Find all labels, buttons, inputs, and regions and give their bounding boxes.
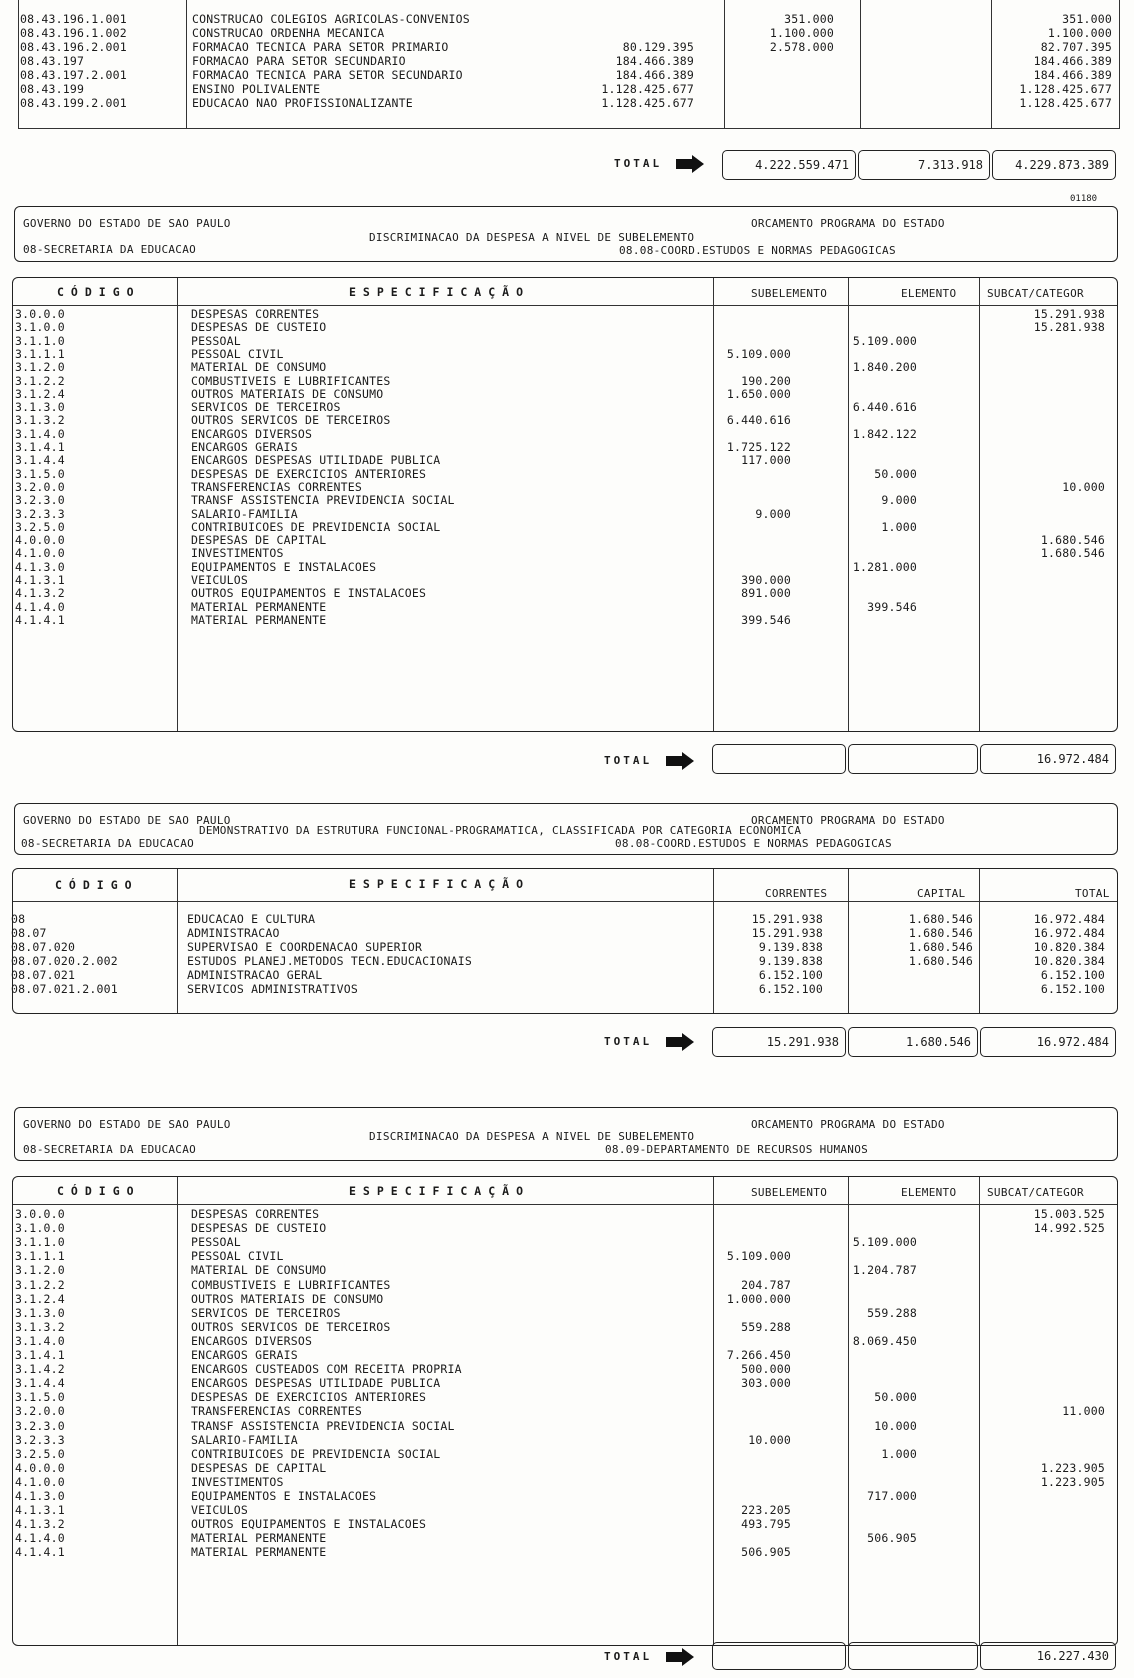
divider [1119, 0, 1120, 128]
arrow-right-icon [666, 1648, 694, 1666]
spec-cell: ENCARGOS GERAIS [191, 1348, 298, 1362]
value-cell-3: 15.291.938 [1033, 307, 1105, 321]
code-cell: 08.07 [11, 926, 47, 940]
value-cell-1: 891.000 [741, 586, 791, 601]
value-cell-3: 184.466.389 [1033, 54, 1112, 68]
value-cell-1: 223.205 [741, 1503, 791, 1518]
value-cell-1: 1.650.000 [726, 386, 791, 401]
value-cell-2: 6.440.616 [852, 400, 917, 415]
code-cell: 08.43.197 [20, 54, 85, 68]
code-cell: 3.1.4.2 [15, 1362, 65, 1377]
value-cell-2: 1.680.546 [908, 912, 973, 926]
code-cell: 3.2.5.0 [15, 1446, 65, 1461]
value-cell-1: 184.466.389 [615, 54, 694, 68]
value-cell-2: 1.680.546 [908, 926, 973, 940]
code-cell: 3.2.3.0 [15, 493, 65, 508]
value-cell-1: 303.000 [741, 1376, 791, 1391]
code-cell: 4.1.3.1 [15, 1503, 65, 1518]
col-subcat: SUBCAT/CATEGOR [987, 287, 1084, 300]
spec-cell: TRANSFERENCIAS CORRENTES [191, 1404, 362, 1419]
spec-cell: CONSTRUCAO ORDENHA MECANICA [192, 26, 385, 40]
report-title: DEMONSTRATIVO DA ESTRUTURA FUNCIONAL-PROGRAMATICA, CLASSIFICADA POR CATEGORIA ECONOMICA [199, 824, 802, 837]
spec-cell: SALARIO-FAMILIA [191, 1432, 298, 1447]
report-right-title: ORCAMENTO PROGRAMA DO ESTADO [751, 814, 945, 827]
value-cell-2: 1.680.546 [908, 940, 973, 954]
value-cell-1: 5.109.000 [726, 1249, 791, 1264]
code-cell: 3.1.5.0 [15, 1390, 65, 1405]
spec-cell: EDUCACAO NAO PROFISSIONALIZANTE [192, 96, 413, 110]
section3-table [12, 1176, 1118, 1646]
value-cell-3: 6.152.100 [1040, 982, 1105, 996]
code-cell: 08.43.197.2.001 [20, 68, 127, 82]
code-cell: 4.1.0.0 [15, 1474, 65, 1489]
divider [177, 278, 178, 731]
spec-cell: PESSOAL CIVIL [191, 346, 284, 361]
value-cell-1: 6.152.100 [758, 968, 823, 982]
spec-cell: CONTRIBUICOES DE PREVIDENCIA SOCIAL [191, 1446, 441, 1461]
code-cell: 3.1.4.0 [15, 426, 65, 441]
value-cell-2: 5.109.000 [852, 1235, 917, 1250]
value-cell-3: 10.820.384 [1033, 940, 1105, 954]
value-cell-3: 1.223.905 [1040, 1460, 1105, 1475]
value-cell-3: 14.992.525 [1033, 1221, 1105, 1236]
value-cell-1: 1.000.000 [726, 1291, 791, 1306]
value-cell-3: 82.707.395 [1040, 40, 1112, 54]
col-spec: ESPECIFICAÇÃO [349, 285, 531, 299]
code-cell: 4.1.3.1 [15, 573, 65, 587]
code-cell: 3.1.3.2 [15, 1319, 65, 1334]
report-title: DISCRIMINACAO DA DESPESA A NIVEL DE SUBELEMENTO [369, 1130, 695, 1143]
spec-cell: OUTROS SERVICOS DE TERCEIROS [191, 1319, 391, 1334]
value-cell-2: 50.000 [874, 1390, 917, 1405]
total-box: 1.680.546 [848, 1027, 978, 1057]
spec-cell: FORMACAO PARA SETOR SECUNDARIO [192, 54, 406, 68]
spec-cell: MATERIAL PERMANENTE [191, 612, 327, 627]
code-cell: 4.0.0.0 [15, 1460, 65, 1475]
value-cell-2: 1.842.122 [852, 426, 917, 441]
spec-cell: OUTROS EQUIPAMENTOS E INSTALACOES [191, 586, 427, 601]
code-cell: 08.07.021.2.001 [11, 982, 118, 996]
code-cell: 3.2.5.0 [15, 519, 65, 534]
value-cell-1: 7.266.450 [726, 1348, 791, 1362]
value-cell-1: 80.129.395 [622, 40, 694, 54]
col-elemento: ELEMENTO [901, 287, 957, 300]
code-cell: 3.2.3.0 [15, 1418, 65, 1433]
value-cell-2: 1.000 [881, 519, 917, 534]
spec-cell: OUTROS SERVICOS DE TERCEIROS [191, 413, 391, 428]
page-number: 01180 [1070, 194, 1098, 204]
code-cell: 3.1.2.2 [15, 373, 65, 388]
value-cell-2: 559.288 [867, 1305, 917, 1320]
section1-header [14, 206, 1118, 262]
value-cell-1: 15.291.938 [751, 912, 823, 926]
spec-cell: ENCARGOS DESPESAS UTILIDADE PUBLICA [191, 1376, 441, 1391]
code-cell: 3.1.4.1 [15, 440, 65, 454]
value-cell-2: 399.546 [867, 599, 917, 614]
total-label: TOTAL [604, 754, 653, 767]
code-cell: 4.1.3.2 [15, 1517, 65, 1532]
value-cell-2: 2.578.000 [769, 40, 834, 54]
code-cell: 3.1.4.4 [15, 1376, 65, 1391]
spec-cell: SERVICOS DE TERCEIROS [191, 400, 341, 415]
code-cell: 3.1.2.2 [15, 1277, 65, 1292]
top-table [18, 0, 1120, 136]
spec-cell: MATERIAL PERMANENTE [191, 1531, 327, 1546]
spec-cell: ENCARGOS DESPESAS UTILIDADE PUBLICA [191, 453, 441, 468]
value-cell-1: 1.128.425.677 [601, 82, 694, 96]
value-cell-1: 9.000 [755, 506, 791, 521]
spec-cell: DESPESAS DE CUSTEIO [191, 320, 327, 335]
spec-cell: DESPESAS DE EXERCICIOS ANTERIORES [191, 1390, 427, 1405]
code-cell: 3.1.3.2 [15, 413, 65, 428]
value-cell-2: 10.000 [874, 1418, 917, 1433]
code-cell: 4.1.4.1 [15, 612, 65, 627]
section2-table [12, 868, 1118, 1014]
code-cell: 3.1.3.0 [15, 1305, 65, 1320]
code-cell: 3.0.0.0 [15, 1207, 65, 1221]
code-cell: 3.1.1.1 [15, 346, 65, 361]
code-cell: 3.1.3.0 [15, 400, 65, 415]
spec-cell: DESPESAS CORRENTES [191, 307, 320, 321]
total-label: TOTAL [604, 1650, 653, 1663]
value-cell-2: 9.000 [881, 493, 917, 508]
secretaria: 08-SECRETARIA DA EDUCACAO [21, 837, 195, 850]
total-box [848, 1642, 978, 1670]
code-cell: 4.1.0.0 [15, 546, 65, 561]
spec-cell: TRANSF ASSISTENCIA PREVIDENCIA SOCIAL [191, 493, 455, 508]
spec-cell: COMBUSTIVEIS E LUBRIFICANTES [191, 373, 391, 388]
total-box [712, 1642, 846, 1670]
code-cell: 3.1.1.1 [15, 1249, 65, 1264]
code-cell: 4.1.4.0 [15, 599, 65, 614]
value-cell-2: 1.000 [881, 1446, 917, 1461]
spec-cell: INVESTIMENTOS [191, 546, 284, 561]
value-cell-1: 5.109.000 [726, 346, 791, 361]
spec-cell: MATERIAL DE CONSUMO [191, 360, 327, 375]
value-cell-2: 351.000 [784, 12, 834, 26]
code-cell: 08.43.199 [20, 82, 85, 96]
col-code: CÓDIGO [57, 1184, 141, 1198]
secretaria: 08-SECRETARIA DA EDUCACAO [23, 243, 197, 256]
col-elemento: ELEMENTO [901, 1186, 957, 1199]
spec-cell: SALARIO-FAMILIA [191, 506, 298, 521]
spec-cell: ENCARGOS DIVERSOS [191, 426, 313, 441]
code-cell: 4.1.3.0 [15, 559, 65, 574]
total-label: TOTAL [614, 157, 663, 170]
value-cell-3: 6.152.100 [1040, 968, 1105, 982]
value-cell-1: 204.787 [741, 1277, 791, 1292]
code-cell: 3.2.0.0 [15, 479, 65, 494]
value-cell-3: 16.972.484 [1033, 912, 1105, 926]
value-cell-3: 11.000 [1062, 1404, 1105, 1419]
divider [13, 305, 1117, 306]
value-cell-3: 351.000 [1062, 12, 1112, 26]
secretaria: 08-SECRETARIA DA EDUCACAO [23, 1143, 197, 1156]
value-cell-3: 16.972.484 [1033, 926, 1105, 940]
code-cell: 3.1.4.1 [15, 1348, 65, 1362]
section3-header [14, 1107, 1118, 1161]
value-cell-3: 1.680.546 [1040, 546, 1105, 561]
spec-cell: PESSOAL CIVIL [191, 1249, 284, 1264]
value-cell-1: 117.000 [741, 453, 791, 468]
total-box: 16.972.484 [980, 1027, 1116, 1057]
spec-cell: EDUCACAO E CULTURA [187, 912, 316, 926]
spec-cell: ADMINISTRACAO [187, 926, 280, 940]
col-code: CÓDIGO [57, 285, 141, 299]
total-label: TOTAL [604, 1035, 653, 1048]
section1-table [12, 277, 1118, 732]
spec-cell: MATERIAL PERMANENTE [191, 599, 327, 614]
arrow-right-icon [666, 1033, 694, 1051]
total-box: 16.972.484 [980, 744, 1116, 774]
spec-cell: DESPESAS DE EXERCICIOS ANTERIORES [191, 466, 427, 481]
value-cell-2: 1.100.000 [769, 26, 834, 40]
spec-cell: ENCARGOS CUSTEADOS COM RECEITA PROPRIA [191, 1362, 462, 1377]
spec-cell: EQUIPAMENTOS E INSTALACOES [191, 559, 377, 574]
code-cell: 08.43.196.1.001 [20, 12, 127, 26]
value-cell-2: 506.905 [867, 1531, 917, 1546]
col-subelemento: SUBELEMENTO [751, 287, 828, 300]
spec-cell: OUTROS MATERIAIS DE CONSUMO [191, 386, 384, 401]
code-cell: 3.1.0.0 [15, 1221, 65, 1236]
col-total: TOTAL [1075, 887, 1110, 900]
value-cell-2: 1.680.546 [908, 954, 973, 968]
col-code: CÓDIGO [55, 878, 139, 892]
spec-cell: ENCARGOS DIVERSOS [191, 1333, 313, 1348]
spec-cell: SERVICOS DE TERCEIROS [191, 1305, 341, 1320]
value-cell-1: 190.200 [741, 373, 791, 388]
spec-cell: TRANSF ASSISTENCIA PREVIDENCIA SOCIAL [191, 1418, 455, 1433]
divider [18, 0, 19, 128]
spec-cell: ENCARGOS GERAIS [191, 440, 298, 454]
value-cell-3: 1.128.425.677 [1019, 96, 1112, 110]
spec-cell: CONTRIBUICOES DE PREVIDENCIA SOCIAL [191, 519, 441, 534]
divider [186, 0, 187, 128]
spec-cell: OUTROS EQUIPAMENTOS E INSTALACOES [191, 1517, 427, 1532]
spec-cell: ESTUDOS PLANEJ.METODOS TECN.EDUCACIONAIS [187, 954, 472, 968]
code-cell: 3.2.0.0 [15, 1404, 65, 1419]
code-cell: 3.1.2.0 [15, 360, 65, 375]
col-capital: CAPITAL [917, 887, 966, 900]
spec-cell: TRANSFERENCIAS CORRENTES [191, 479, 362, 494]
spec-cell: DESPESAS CORRENTES [191, 1207, 320, 1221]
value-cell-1: 1.128.425.677 [601, 96, 694, 110]
code-cell: 4.1.3.0 [15, 1489, 65, 1503]
code-cell: 4.1.4.0 [15, 1531, 65, 1546]
spec-cell: PESSOAL [191, 333, 241, 348]
code-cell: 3.1.0.0 [15, 320, 65, 335]
total-box: 4.229.873.389 [992, 150, 1116, 180]
gov-name: GOVERNO DO ESTADO DE SAO PAULO [23, 814, 231, 827]
col-spec: ESPECIFICAÇÃO [349, 877, 531, 891]
value-cell-1: 559.288 [741, 1319, 791, 1334]
code-cell: 08.07.020 [11, 940, 76, 954]
value-cell-1: 399.546 [741, 612, 791, 627]
gov-name: GOVERNO DO ESTADO DE SAO PAULO [23, 1118, 231, 1131]
col-correntes: CORRENTES [765, 887, 828, 900]
divider [18, 128, 1120, 129]
code-cell: 08.43.196.1.002 [20, 26, 127, 40]
spec-cell: FORMACAO TECNICA PARA SETOR PRIMARIO [192, 40, 449, 54]
spec-cell: VEICULOS [191, 573, 248, 587]
total-box: 4.222.559.471 [722, 150, 856, 180]
report-right-title: ORCAMENTO PROGRAMA DO ESTADO [751, 1118, 945, 1131]
gov-name: GOVERNO DO ESTADO DE SAO PAULO [23, 217, 231, 230]
value-cell-1: 184.466.389 [615, 68, 694, 82]
value-cell-1: 506.905 [741, 1545, 791, 1560]
value-cell-1: 15.291.938 [751, 926, 823, 940]
value-cell-2: 1.281.000 [852, 559, 917, 574]
col-subcat: SUBCAT/CATEGOR [987, 1186, 1084, 1199]
value-cell-2: 717.000 [867, 1489, 917, 1503]
spec-cell: INVESTIMENTOS [191, 1474, 284, 1489]
code-cell: 08.07.021 [11, 968, 76, 982]
spec-cell: DESPESAS DE CUSTEIO [191, 1221, 327, 1236]
total-box [712, 744, 846, 774]
divider [713, 1177, 714, 1645]
code-cell: 4.1.4.1 [15, 1545, 65, 1560]
spec-cell: CONSTRUCAO COLEGIOS AGRICOLAS-CONVENIOS [192, 12, 470, 26]
section2-header [14, 803, 1118, 855]
code-cell: 3.2.3.3 [15, 506, 65, 521]
code-cell: 3.2.3.3 [15, 1432, 65, 1447]
value-cell-2: 5.109.000 [852, 333, 917, 348]
unit: 08.08-COORD.ESTUDOS E NORMAS PEDAGOGICAS [615, 837, 892, 850]
spec-cell: SUPERVISAO E COORDENACAO SUPERIOR [187, 940, 423, 954]
code-cell: 08.43.199.2.001 [20, 96, 127, 110]
value-cell-1: 390.000 [741, 573, 791, 587]
value-cell-3: 1.100.000 [1047, 26, 1112, 40]
code-cell: 3.0.0.0 [15, 307, 65, 321]
spec-cell: MATERIAL PERMANENTE [191, 1545, 327, 1560]
divider [177, 1177, 178, 1645]
spec-cell: DESPESAS DE CAPITAL [191, 1460, 327, 1475]
spec-cell: ENSINO POLIVALENTE [192, 82, 321, 96]
spec-cell: OUTROS MATERIAIS DE CONSUMO [191, 1291, 384, 1306]
value-cell-3: 1.223.905 [1040, 1474, 1105, 1489]
spec-cell: PESSOAL [191, 1235, 241, 1250]
spec-cell: MATERIAL DE CONSUMO [191, 1263, 327, 1278]
spec-cell: COMBUSTIVEIS E LUBRIFICANTES [191, 1277, 391, 1292]
spec-cell: DESPESAS DE CAPITAL [191, 533, 327, 548]
code-cell: 4.0.0.0 [15, 533, 65, 548]
spec-cell: FORMACAO TECNICA PARA SETOR SECUNDARIO [192, 68, 463, 82]
value-cell-2: 8.069.450 [852, 1333, 917, 1348]
total-box [848, 744, 978, 774]
divider [13, 901, 1117, 902]
code-cell: 3.1.2.0 [15, 1263, 65, 1278]
code-cell: 3.1.4.4 [15, 453, 65, 468]
spec-cell: EQUIPAMENTOS E INSTALACOES [191, 1489, 377, 1503]
total-box: 7.313.918 [858, 150, 990, 180]
value-cell-3: 10.820.384 [1033, 954, 1105, 968]
value-cell-1: 9.139.838 [758, 940, 823, 954]
divider [979, 278, 980, 731]
unit: 08.08-COORD.ESTUDOS E NORMAS PEDAGOGICAS [619, 244, 896, 257]
code-cell: 3.1.1.0 [15, 1235, 65, 1250]
value-cell-3: 15.281.938 [1033, 320, 1105, 335]
report-title: DISCRIMINACAO DA DESPESA A NIVEL DE SUBELEMENTO [369, 231, 695, 244]
arrow-right-icon [666, 752, 694, 770]
spec-cell: ADMINISTRACAO GERAL [187, 968, 323, 982]
divider [860, 0, 861, 128]
col-subelemento: SUBELEMENTO [751, 1186, 828, 1199]
unit: 08.09-DEPARTAMENTO DE RECURSOS HUMANOS [605, 1143, 869, 1156]
value-cell-3: 1.128.425.677 [1019, 82, 1112, 96]
code-cell: 3.1.5.0 [15, 466, 65, 481]
divider [177, 869, 178, 1013]
code-cell: 08.07.020.2.002 [11, 954, 118, 968]
code-cell: 3.1.2.4 [15, 1291, 65, 1306]
col-spec: ESPECIFICAÇÃO [349, 1184, 531, 1198]
total-box: 15.291.938 [712, 1027, 846, 1057]
value-cell-2: 1.204.787 [852, 1263, 917, 1278]
code-cell: 3.1.4.0 [15, 1333, 65, 1348]
code-cell: 4.1.3.2 [15, 586, 65, 601]
value-cell-3: 184.466.389 [1033, 68, 1112, 82]
value-cell-1: 9.139.838 [758, 954, 823, 968]
code-cell: 3.1.2.4 [15, 386, 65, 401]
total-box: 16.227.430 [980, 1642, 1116, 1670]
value-cell-3: 10.000 [1062, 479, 1105, 494]
report-right-title: ORCAMENTO PROGRAMA DO ESTADO [751, 217, 945, 230]
spec-cell: VEICULOS [191, 1503, 248, 1518]
value-cell-1: 493.795 [741, 1517, 791, 1532]
value-cell-1: 500.000 [741, 1362, 791, 1377]
value-cell-3: 15.003.525 [1033, 1207, 1105, 1221]
code-cell: 08 [11, 912, 26, 926]
code-cell: 08.43.196.2.001 [20, 40, 127, 54]
value-cell-3: 1.680.546 [1040, 533, 1105, 548]
arrow-right-icon [676, 155, 704, 173]
value-cell-1: 1.725.122 [726, 440, 791, 454]
code-cell: 3.1.1.0 [15, 333, 65, 348]
divider [13, 1204, 1117, 1205]
value-cell-2: 1.840.200 [852, 360, 917, 375]
value-cell-1: 10.000 [748, 1432, 791, 1447]
value-cell-1: 6.152.100 [758, 982, 823, 996]
value-cell-2: 50.000 [874, 466, 917, 481]
spec-cell: SERVICOS ADMINISTRATIVOS [187, 982, 358, 996]
value-cell-1: 6.440.616 [726, 413, 791, 428]
